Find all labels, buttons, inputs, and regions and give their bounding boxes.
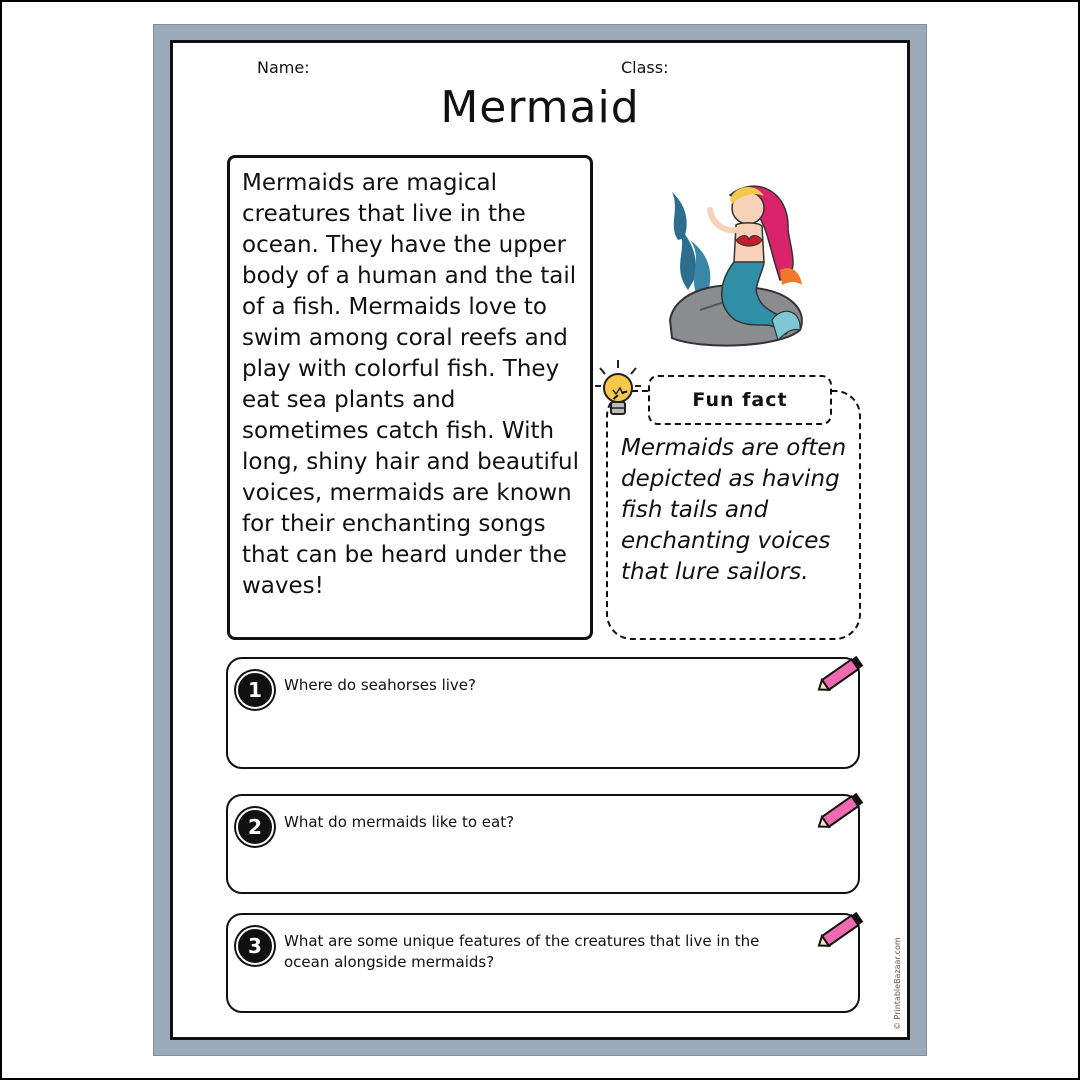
pencil-icon [814,907,868,953]
name-label: Name: [257,58,310,77]
question-number-1: 1 [236,671,274,709]
mermaid-illustration [660,170,810,355]
question-box-1[interactable] [226,657,860,769]
fun-fact-text: Mermaids are often depicted as having fish tails and enchanting voices that lure sailors. [621,435,847,585]
question-number-3: 3 [236,927,274,965]
question-box-3[interactable] [226,913,860,1013]
question-text-1: Where do seahorses live? [284,676,476,694]
question-text-3: What are some unique features of the creatures that live in the ocean alongside mermaids? [284,932,760,971]
question-text-2: What do mermaids like to eat? [284,813,515,831]
pencil-icon [814,651,868,697]
question-number-2: 2 [236,808,274,846]
question-box-2[interactable] [226,794,860,894]
reading-passage: Mermaids are magical creatures that live in the ocean. They have the upper body of a human and the tail of a fish. Mermaids love to swim among coral reefs and play with colorful fish. They eat sea plants and sometimes catch fish. With long, shiny hair and beautiful voices, mermaids are known for their enchanting songs that can be heard under the waves! [227,155,593,640]
pencil-icon [814,788,868,834]
class-label: Class: [621,58,669,77]
fun-fact-title: Fun fact [648,375,832,425]
watermark: © PrintableBazaar.com [893,937,902,1030]
page-title: Mermaid [440,82,640,133]
